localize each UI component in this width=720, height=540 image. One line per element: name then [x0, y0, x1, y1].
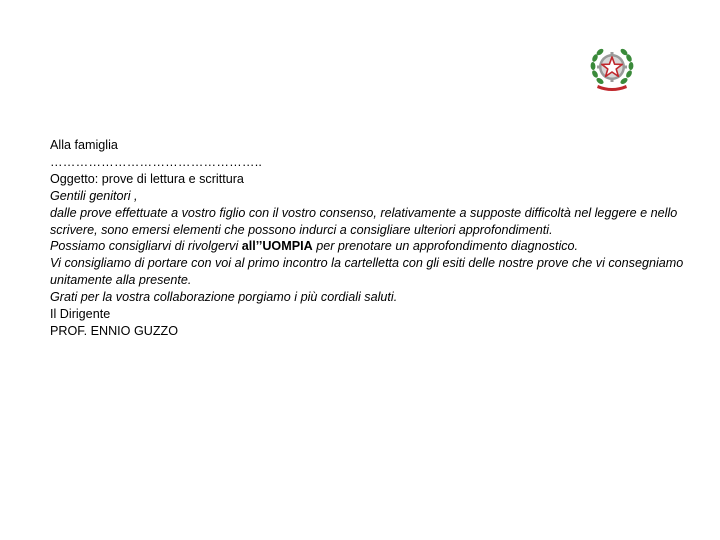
letter-body	[50, 137, 690, 340]
paragraph-recommendation-end: per prenotare un approfondimento diagnostico.	[312, 239, 579, 254]
greeting-line: Gentili genitori ,	[50, 188, 138, 203]
paragraph-folder: Vi consigliamo di portare con voi al primo incontro la cartelletta con gli esiti delle nostre prove che vi consegniamo unitamente alla presente.	[50, 256, 684, 288]
recipient-dots: …………………………………………..	[50, 154, 263, 169]
paragraph-recommendation	[50, 238, 690, 255]
subject-line: Oggetto: prove di lettura e scrittura	[50, 171, 244, 186]
signature-title: Il Dirigente	[50, 307, 111, 322]
recipient-line: Alla famiglia	[50, 138, 118, 152]
paragraph-recommendation-start: Possiamo consigliarvi di rivolgervi	[50, 239, 242, 254]
closing-line: Grati per la vostra collaborazione porgiamo i più cordiali saluti.	[50, 290, 398, 305]
signature-name: PROF. ENNIO GUZZO	[50, 323, 179, 338]
ribbon-graphic	[597, 85, 627, 91]
italian-republic-emblem	[589, 44, 635, 92]
uompia-highlight: all’’UOMPIA	[241, 239, 313, 254]
paragraph-findings: dalle prove effettuate a vostro figlio con il vostro consenso, relativamente a supposte difficoltà nel leggere e nello scrivere, sono emersi elementi che possono indurci a consigliare ulteriori approfondimenti.	[50, 205, 678, 237]
